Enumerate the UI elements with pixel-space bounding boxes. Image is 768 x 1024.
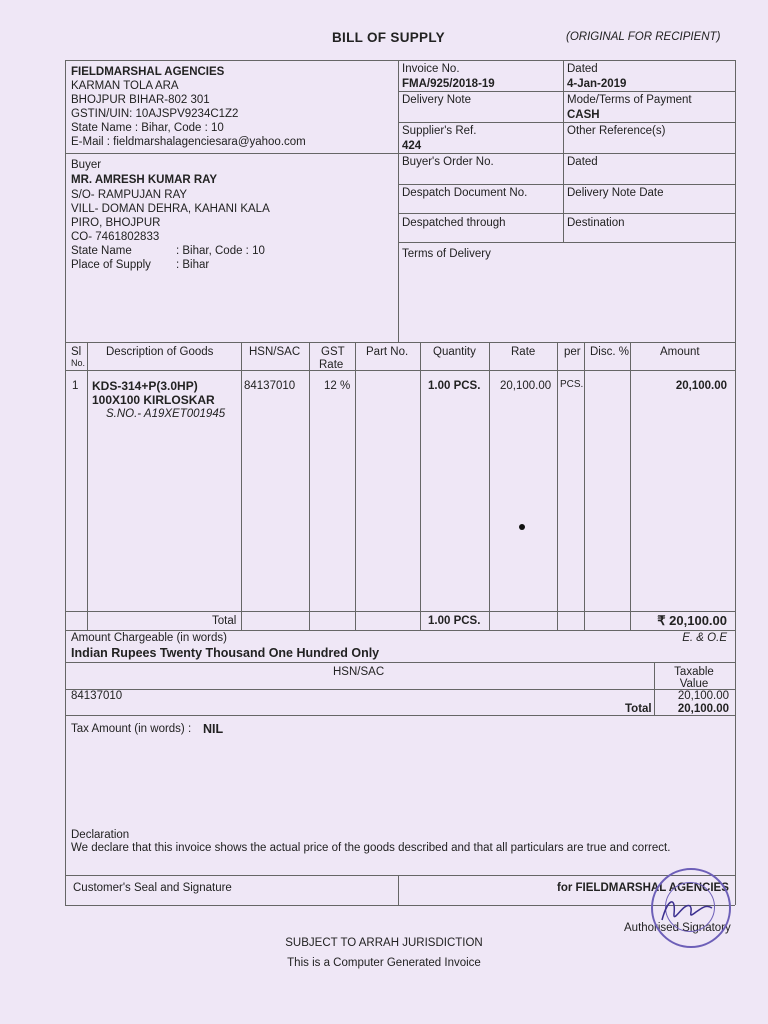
item-description: 100X100 KIRLOSKAR [92, 393, 215, 407]
buyer-order-dated-label: Dated [567, 156, 598, 168]
buyer-state-value: : Bihar, Code : 10 [176, 245, 265, 257]
col-discount: Disc. % [590, 346, 629, 358]
hsn-code: 84137010 [71, 690, 123, 702]
amount-words-value: Indian Rupees Twenty Thousand One Hundred Only [71, 646, 380, 660]
authorised-signatory: Authorised Signatory [624, 922, 731, 934]
col-gst-rate: Rate [319, 359, 344, 371]
payment-mode-label: Mode/Terms of Payment [567, 94, 692, 106]
supplier-email: E-Mail : fieldmarshalagenciesara@yahoo.com [71, 136, 306, 148]
eoe-label: E. & O.E [682, 632, 727, 644]
col-part-no: Part No. [366, 346, 409, 358]
computer-generated-note: This is a Computer Generated Invoice [287, 957, 481, 969]
item-rate: 20,100.00 [500, 380, 552, 392]
buyer-order-label: Buyer's Order No. [402, 156, 494, 168]
supplier-gstin: GSTIN/UIN: 10AJSPV9234C1Z2 [71, 108, 239, 120]
terms-label: Terms of Delivery [402, 248, 491, 260]
item-amount: 20,100.00 [675, 380, 727, 392]
item-per: PCS. [560, 379, 584, 390]
invoice-no-label: Invoice No. [402, 63, 460, 75]
dated-label: Dated [567, 63, 598, 75]
item-hsn: 84137010 [244, 380, 296, 392]
col-description: Description of Goods [106, 346, 214, 358]
handwritten-signature [656, 890, 716, 930]
despatch-doc-label: Despatch Document No. [402, 187, 528, 199]
item-sl: 1 [72, 380, 79, 392]
item-description: KDS-314+P(3.0HP) [92, 379, 198, 393]
hsn-summary-header: HSN/SAC [333, 666, 385, 678]
col-per: per [564, 346, 581, 358]
hsn-taxable-value: 20,100.00 [677, 690, 729, 702]
declaration-text: We declare that this invoice shows the actual price of the goods described and that all particulars are true and correct. [71, 842, 671, 854]
supplier-address-line: BHOJPUR BIHAR-802 301 [71, 94, 210, 106]
other-ref-label: Other Reference(s) [567, 125, 666, 137]
buyer-phone: CO- 7461802833 [71, 231, 160, 243]
supplier-ref: 424 [402, 140, 422, 152]
col-gst: GST [321, 346, 345, 358]
taxable-header: Taxable [674, 666, 714, 678]
supplier-ref-label: Supplier's Ref. [402, 125, 477, 137]
buyer-state-label: State Name [71, 245, 132, 257]
total-label: Total [212, 615, 237, 627]
supplier-address-line: KARMAN TOLA ARA [71, 80, 179, 92]
buyer-address-line: VILL- DOMAN DEHRA, KAHANI KALA [71, 203, 270, 215]
col-amount: Amount [660, 346, 700, 358]
col-hsn: HSN/SAC [249, 346, 301, 358]
amount-words-label: Amount Chargeable (in words) [71, 632, 227, 644]
document-title: BILL OF SUPPLY [332, 30, 445, 45]
total-amount: ₹ 20,100.00 [657, 613, 727, 628]
hsn-total-label: Total [625, 703, 652, 715]
buyer-label: Buyer [71, 159, 102, 171]
total-quantity: 1.00 PCS. [428, 615, 481, 627]
buyer-name: MR. AMRESH KUMAR RAY [71, 174, 218, 186]
hsn-total-value: 20,100.00 [677, 703, 729, 715]
col-sl: Sl [71, 346, 82, 358]
place-of-supply-value: : Bihar [176, 259, 210, 271]
supplier-name: FIELDMARSHAL AGENCIES [71, 66, 225, 78]
invoice-no: FMA/925/2018-19 [402, 78, 495, 90]
item-gst: 12 % [324, 380, 351, 392]
destination-label: Destination [567, 217, 625, 229]
jurisdiction-note: SUBJECT TO ARRAH JURISDICTION [285, 937, 483, 949]
customer-signature-label: Customer's Seal and Signature [73, 882, 232, 894]
copy-label: (ORIGINAL FOR RECIPIENT) [566, 31, 721, 43]
for-company-label: for FIELDMARSHAL AGENCIES [557, 882, 729, 894]
place-of-supply-label: Place of Supply [71, 259, 151, 271]
col-rate: Rate [511, 346, 536, 358]
scan-speck [519, 524, 525, 530]
payment-mode: CASH [567, 109, 600, 121]
item-quantity: 1.00 PCS. [428, 380, 481, 392]
tax-words-value: NIL [203, 722, 224, 736]
taxable-header-2: Value [679, 678, 709, 690]
delivery-note-label: Delivery Note [402, 94, 472, 106]
buyer-address-line: S/O- RAMPUJAN RAY [71, 189, 188, 201]
despatched-through-label: Despatched through [402, 217, 506, 229]
col-sl-no: No. [71, 358, 86, 368]
buyer-address-line: PIRO, BHOJPUR [71, 217, 161, 229]
declaration-label: Declaration [71, 829, 130, 841]
col-quantity: Quantity [433, 346, 476, 358]
tax-words-label: Tax Amount (in words) : [71, 723, 192, 735]
item-serial: S.NO.- A19XET001945 [106, 408, 226, 420]
supplier-state: State Name : Bihar, Code : 10 [71, 122, 224, 134]
invoice-date: 4-Jan-2019 [567, 78, 627, 90]
delivery-note-date-label: Delivery Note Date [567, 187, 664, 199]
